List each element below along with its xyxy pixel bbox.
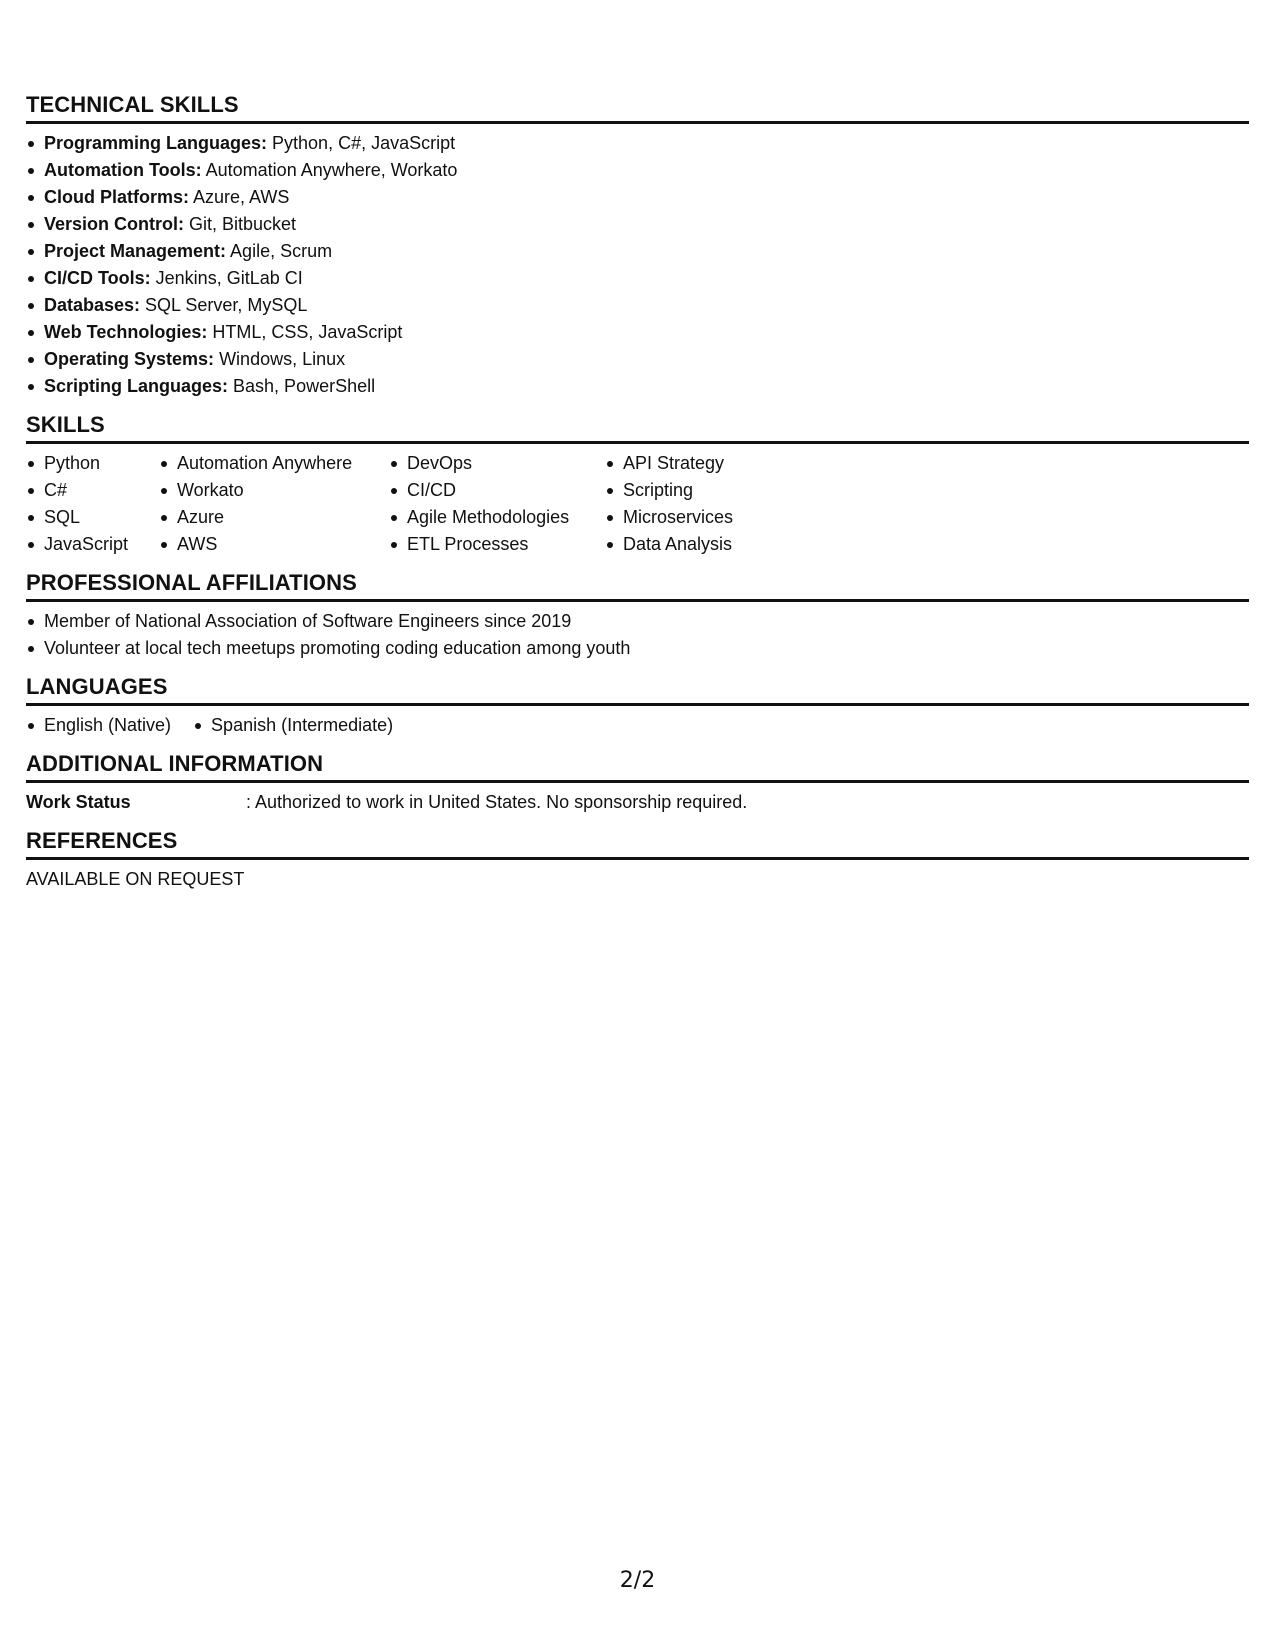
skill-item: Agile Methodologies: [389, 504, 583, 531]
skill-category-value: Agile, Scrum: [226, 241, 333, 261]
skill-item: JavaScript: [26, 531, 137, 558]
skill-category-label: Operating Systems:: [44, 349, 215, 369]
list-item: [26, 157, 1249, 184]
list-item: [26, 184, 1249, 211]
skill-category-value: Bash, PowerShell: [228, 376, 376, 396]
skill-item: CI/CD: [389, 477, 583, 504]
skill-item: DevOps: [389, 450, 583, 477]
skill-category-value: Azure, AWS: [189, 187, 290, 207]
skill-category-label: Automation Tools:: [44, 160, 202, 180]
resume-page: [26, 92, 1249, 905]
work-status-row: [26, 789, 1249, 816]
work-status-value: : Authorized to work in United States. No sponsorship required.: [246, 792, 748, 812]
work-status-label: Work Status: [26, 792, 131, 812]
skill-category-value: Python, C#, JavaScript: [267, 133, 456, 153]
list-item: [26, 319, 1249, 346]
list-item: Volunteer at local tech meetups promoting coding education among youth: [26, 635, 1249, 662]
list-item: [26, 292, 1249, 319]
skill-item: API Strategy: [605, 450, 733, 477]
skill-item: C#: [26, 477, 137, 504]
skills-column: [26, 450, 137, 558]
skills-grid: [26, 450, 1249, 558]
skill-category-value: Automation Anywhere, Workato: [201, 160, 458, 180]
skill-category-value: SQL Server, MySQL: [140, 295, 308, 315]
skills-section: [26, 412, 1249, 558]
section-title: ADDITIONAL INFORMATION: [26, 751, 1249, 783]
section-title: LANGUAGES: [26, 674, 1249, 706]
skill-item: AWS: [159, 531, 367, 558]
affiliations-section: [26, 570, 1249, 662]
skill-item: Python: [26, 450, 137, 477]
skill-category-label: Version Control:: [44, 214, 185, 234]
skill-item: Workato: [159, 477, 367, 504]
skill-item: SQL: [26, 504, 137, 531]
section-title: SKILLS: [26, 412, 1249, 444]
list-item: [26, 346, 1249, 373]
skills-column: [159, 450, 367, 558]
skill-category-value: HTML, CSS, JavaScript: [207, 322, 403, 342]
languages-list: [26, 712, 1249, 739]
list-item: [26, 373, 1249, 400]
skills-column: [389, 450, 583, 558]
list-item: [26, 238, 1249, 265]
skill-category-value: Git, Bitbucket: [184, 214, 297, 234]
skill-item: Microservices: [605, 504, 733, 531]
technical-skills-list: [26, 130, 1249, 400]
technical-skills-section: [26, 92, 1249, 400]
list-item: Member of National Association of Software Engineers since 2019: [26, 608, 1249, 635]
skill-item: ETL Processes: [389, 531, 583, 558]
language-item: Spanish (Intermediate): [193, 712, 393, 739]
references-section: [26, 828, 1249, 893]
language-item: English (Native): [26, 712, 171, 739]
section-title: REFERENCES: [26, 828, 1249, 860]
section-title: PROFESSIONAL AFFILIATIONS: [26, 570, 1249, 602]
skill-category-label: Project Management:: [44, 241, 227, 261]
skill-item: Scripting: [605, 477, 733, 504]
affiliations-list: [26, 608, 1249, 662]
list-item: [26, 130, 1249, 157]
skill-category-value: Windows, Linux: [214, 349, 346, 369]
skill-item: Automation Anywhere: [159, 450, 367, 477]
languages-section: [26, 674, 1249, 739]
additional-info-section: [26, 751, 1249, 816]
skill-category-label: Web Technologies:: [44, 322, 208, 342]
references-text: AVAILABLE ON REQUEST: [26, 869, 245, 889]
skills-column: [605, 450, 733, 558]
skill-category-label: CI/CD Tools:: [44, 268, 151, 288]
skill-item: Azure: [159, 504, 367, 531]
skill-category-value: Jenkins, GitLab CI: [150, 268, 303, 288]
list-item: [26, 211, 1249, 238]
list-item: [26, 265, 1249, 292]
skill-category-label: Programming Languages:: [44, 133, 268, 153]
skill-category-label: Scripting Languages:: [44, 376, 229, 396]
skill-category-label: Cloud Platforms:: [44, 187, 190, 207]
section-title: TECHNICAL SKILLS: [26, 92, 1249, 124]
page-number: 2/2: [619, 1568, 656, 1593]
skill-item: Data Analysis: [605, 531, 733, 558]
skill-category-label: Databases:: [44, 295, 141, 315]
